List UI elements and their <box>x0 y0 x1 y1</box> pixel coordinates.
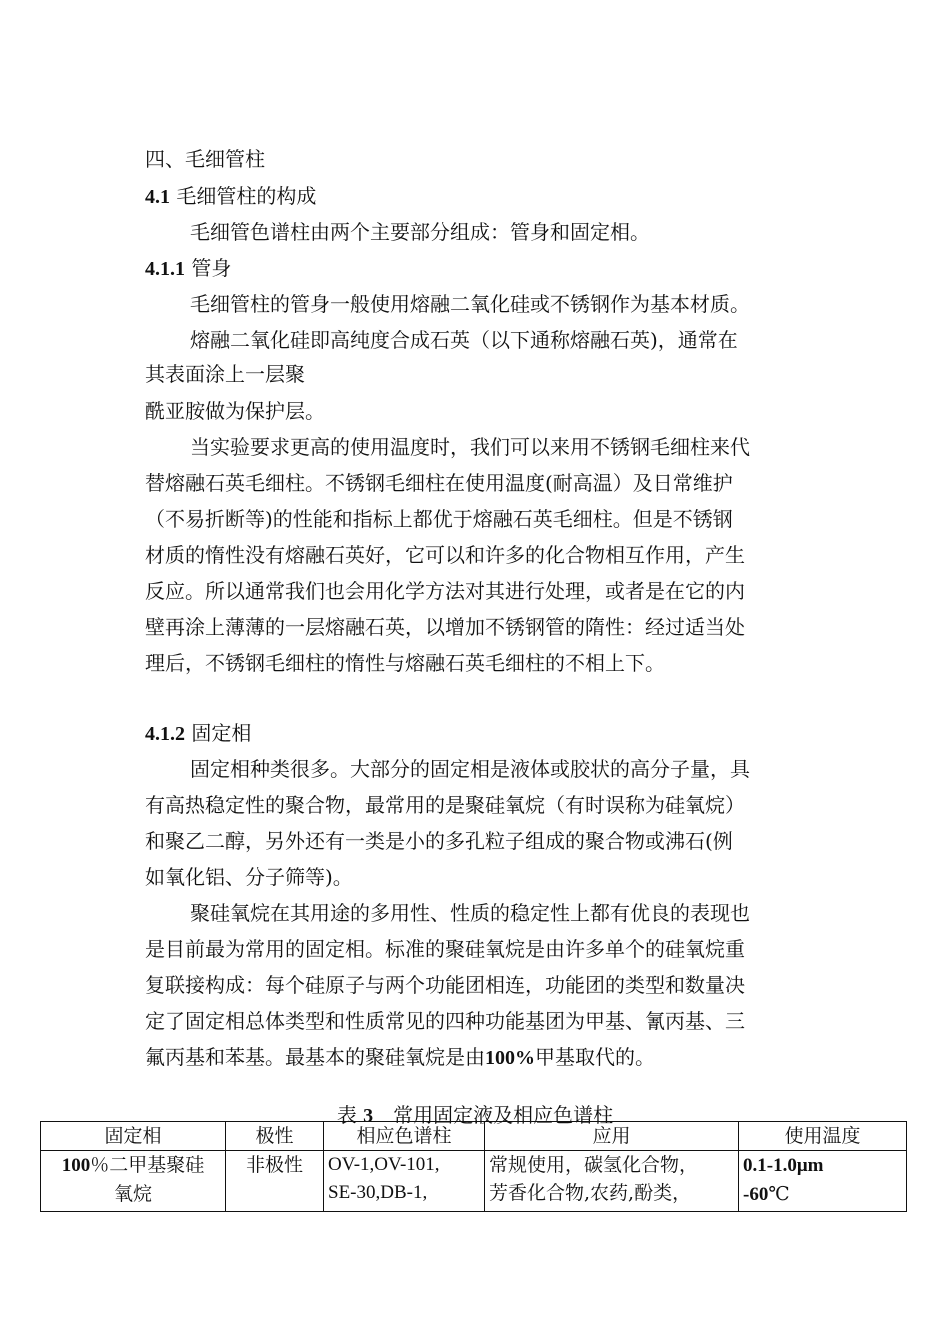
paragraph-line: 是目前最为常用的固定相。标准的聚硅氧烷是由许多单个的硅氧烷重 <box>145 937 745 961</box>
heading-number: 4.1 <box>145 186 170 208</box>
text-segment: 甲基取代的。 <box>535 1045 655 1069</box>
cell-line <box>743 1151 902 1180</box>
cell-temperature <box>739 1151 907 1212</box>
section-heading: 四、毛细管柱 <box>145 147 265 171</box>
cell-text-bold: 0.1-1.0 <box>743 1155 797 1176</box>
cell-line: 芳香化合物,农药,酚类， <box>489 1182 692 1204</box>
paragraph-line: 理后，不锈钢毛细柱的惰性与熔融石英毛细柱的不相上下。 <box>145 651 665 675</box>
heading-title: 毛细管柱的构成 <box>176 184 317 208</box>
bold-percent: 100% <box>485 1047 535 1069</box>
cell-text-bold: 100 <box>61 1155 91 1176</box>
cell-text: ％二甲基聚硅 <box>90 1154 205 1176</box>
caption-prefix: 表 <box>336 1103 364 1127</box>
cell-text-unit: μm <box>796 1155 824 1176</box>
paragraph-line: 材质的惰性没有熔融石英好，它可以和许多的化合物相互作用，产生 <box>145 543 745 567</box>
caption-title: 常用固定液及相应色谱柱 <box>373 1103 614 1127</box>
subsection-heading-4-1-2 <box>145 720 251 747</box>
heading-number: 4.1.1 <box>145 258 185 280</box>
paragraph-line: 固定相种类很多。大部分的固定相是液体或胶状的高分子量，具 <box>190 757 750 781</box>
header-application: 应用 <box>485 1122 739 1151</box>
cell-columns <box>324 1151 485 1212</box>
stationary-phase-table <box>40 1121 907 1212</box>
paragraph-line: 复联接构成：每个硅原子与两个功能团相连，功能团的类型和数量决 <box>145 973 745 997</box>
paragraph-line: 有高热稳定性的聚合物，最常用的是聚硅氧烷（有时误称为硅氧烷） <box>145 793 745 817</box>
paragraph-line: 反应。所以通常我们也会用化学方法对其进行处理，或者是在它的内 <box>145 579 745 603</box>
subsection-heading-4-1 <box>145 183 316 210</box>
paragraph-line <box>145 1044 655 1071</box>
header-polarity: 极性 <box>226 1122 324 1151</box>
paragraph-4-1: 毛细管色谱柱由两个主要部分组成：管身和固定相。 <box>190 220 650 244</box>
paragraph-line: 和聚乙二醇，另外还有一类是小的多孔粒子组成的聚合物或沸石(例 <box>145 829 733 853</box>
cell-text-unit: ℃ <box>768 1183 790 1205</box>
paragraph-line: （不易折断等)的性能和指标上都优于熔融石英毛细柱。但是不锈钢 <box>145 507 733 531</box>
cell-text-bold: -60 <box>743 1184 769 1205</box>
cell-phase <box>41 1151 226 1212</box>
paragraph-line: 替熔融石英毛细柱。不锈钢毛细柱在使用温度(耐高温）及日常维护 <box>145 471 733 495</box>
header-temperature: 使用温度 <box>739 1122 907 1151</box>
paragraph-line: 熔融二氧化硅即高纯度合成石英（以下通称熔融石英)，通常在 <box>190 328 738 352</box>
paragraph-line: 当实验要求更高的使用温度时，我们可以来用不锈钢毛细柱来代 <box>190 435 750 459</box>
header-phase: 固定相 <box>41 1122 226 1151</box>
paragraph-line: 壁再涂上薄薄的一层熔融石英，以增加不锈钢管的隋性：经过适当处 <box>145 615 745 639</box>
paragraph-line: 其表面涂上一层聚 <box>145 362 305 386</box>
paragraph-line: 毛细管柱的管身一般使用熔融二氧化硅或不锈钢作为基本材质。 <box>190 292 750 316</box>
cell-line: SE-30,DB-1, <box>328 1182 428 1203</box>
table-header-row <box>41 1122 907 1151</box>
heading-title: 管身 <box>191 256 232 280</box>
paragraph-line: 聚硅氧烷在其用途的多用性、性质的稳定性上都有优良的表现也 <box>190 901 750 925</box>
text-segment: 氟丙基和苯基。最基本的聚硅氧烷是由 <box>145 1045 485 1069</box>
header-columns: 相应色谱柱 <box>324 1122 485 1151</box>
heading-number: 4.1.2 <box>145 723 185 745</box>
cell-line <box>45 1151 221 1180</box>
paragraph-line: 定了固定相总体类型和性质常见的四种功能基团为甲基、氰丙基、三 <box>145 1009 745 1033</box>
paragraph-line: 酰亚胺做为保护层。 <box>145 399 325 423</box>
caption-number: 3 <box>363 1105 374 1127</box>
cell-polarity: 非极性 <box>226 1151 324 1212</box>
cell-line: 常规使用，碳氢化合物， <box>489 1154 699 1176</box>
cell-line <box>743 1180 902 1209</box>
cell-line: 氧烷 <box>113 1183 152 1205</box>
cell-application <box>485 1151 739 1212</box>
paragraph-line: 如氧化铝、分子筛等)。 <box>145 865 353 889</box>
cell-line: OV-1,OV-101, <box>328 1154 440 1175</box>
heading-title: 固定相 <box>191 721 252 745</box>
table-row <box>41 1151 907 1212</box>
subsection-heading-4-1-1 <box>145 255 231 282</box>
